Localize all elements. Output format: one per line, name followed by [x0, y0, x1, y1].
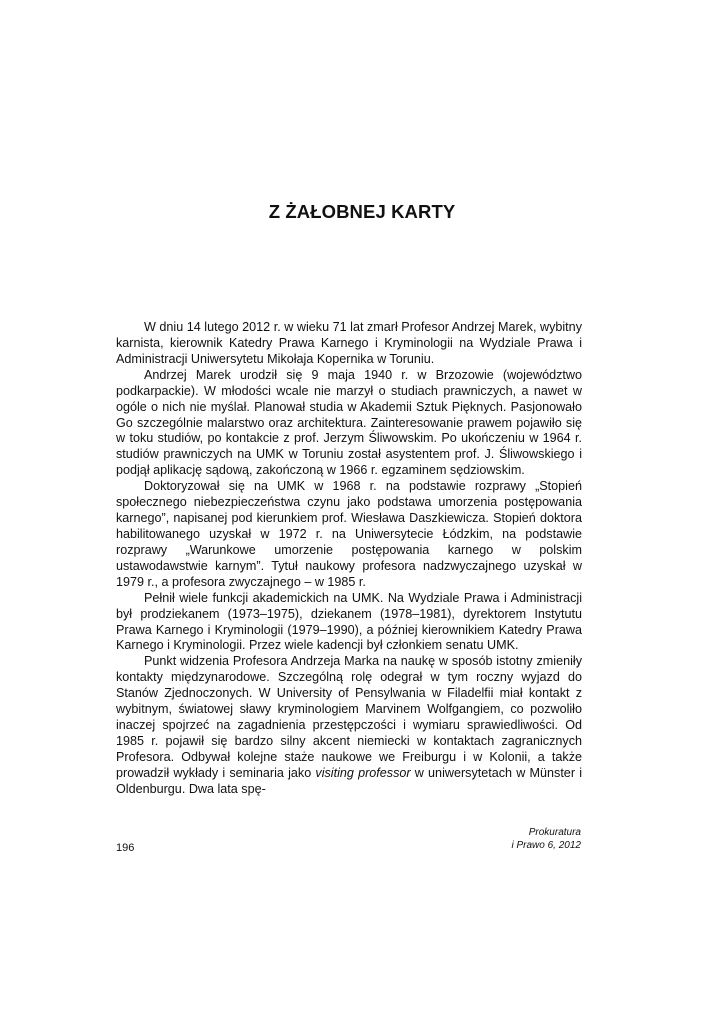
paragraph-2: Andrzej Marek urodził się 9 maja 1940 r. w Brzozowie (województwo podkarpackie). W młodości wcale nie marzył o studiach prawniczych, a nawet w ogóle o nich nie myślał. Planował studia w Akademii Sztuk Pięknych. Pasjonowało Go szczególnie malarstwo oraz architektura. Zainteresowanie prawem pojawiło się w toku studiów, po kontakcie z prof. Jerzym Śliwowskim. Po ukończeniu w 1964 r. studiów prawniczych na UMK w Toruniu został asystentem prof. J. Śliwowskiego i podjął aplikację sądową, zakończoną w 1966 r. egzaminem sędziowskim.	[116, 367, 582, 478]
journal-issue: i Prawo 6, 2012	[511, 839, 581, 851]
journal-name: Prokuratura	[528, 827, 581, 838]
article-body	[116, 320, 582, 798]
page-title: Z ŻAŁOBNEJ KARTY	[268, 201, 456, 222]
paragraph-5-italic-term: visiting professor	[315, 765, 411, 780]
paragraph-5-text-a: Punkt widzenia Profesora Andrzeja Marka na naukę w sposób istotny zmieniły kontakty międzynarodowe. Szczególną rolę odegrał w tym roczny wyjazd do Stanów Zjednoczonych. W University of Pensylwania w Filadelfii miał kontakt z wybitnym, światowej sławy kryminologiem Marvinem Wolfgangiem, co pozwoliło inaczej spojrzeć na zagadnienia przestępczości i wymiaru sprawiedliwości. Od 1985 r. pojawił się bardzo silny akcent niemiecki w kontaktach zagranicznych Profesora. Odbywał kolejne staże naukowe we Freiburgu i w Kolonii, a także prowadził wykłady i seminaria jako	[116, 654, 582, 780]
paragraph-1: W dniu 14 lutego 2012 r. w wieku 71 lat zmarł Profesor Andrzej Marek, wybitny karnista, kierownik Katedry Prawa Karnego i Kryminologii na Wydziale Prawa i Administracji Uniwersytetu Mikołaja Kopernika w Toruniu.	[116, 320, 582, 366]
paragraph-5-text-b: w uniwersytetach w Münster i Oldenburgu. Dwa lata spę-	[116, 765, 582, 796]
page-number: 196	[116, 842, 135, 854]
paragraph-5	[116, 654, 582, 797]
journal-footer	[512, 827, 582, 852]
paragraph-3: Doktoryzował się na UMK w 1968 r. na podstawie rozprawy „Stopień społecznego niebezpieczeństwa czynu jako podstawa umorzenia postępowania karnego”, napisanej pod kierunkiem prof. Wiesława Daszkiewicza. Stopień doktora habilitowanego uzyskał w 1972 r. na Uniwersytecie Łódzkim, na podstawie rozprawy „Warunkowe umorzenie postępowania karnego w polskim ustawodawstwie karnym”. Tytuł naukowy profesora nadzwyczajnego uzyskał w 1979 r., a profesora zwyczajnego – w 1985 r.	[116, 479, 582, 589]
paragraph-4: Pełnił wiele funkcji akademickich na UMK. Na Wydziale Prawa i Administracji był prodziekanem (1973–1975), dziekanem (1978–1981), dyrektorem Instytutu Prawa Karnego i Kryminologii (1979–1990), a później kierownikiem Katedry Prawa Karnego i Kryminologii. Przez wiele kadencji był członkiem senatu UMK.	[116, 590, 582, 653]
